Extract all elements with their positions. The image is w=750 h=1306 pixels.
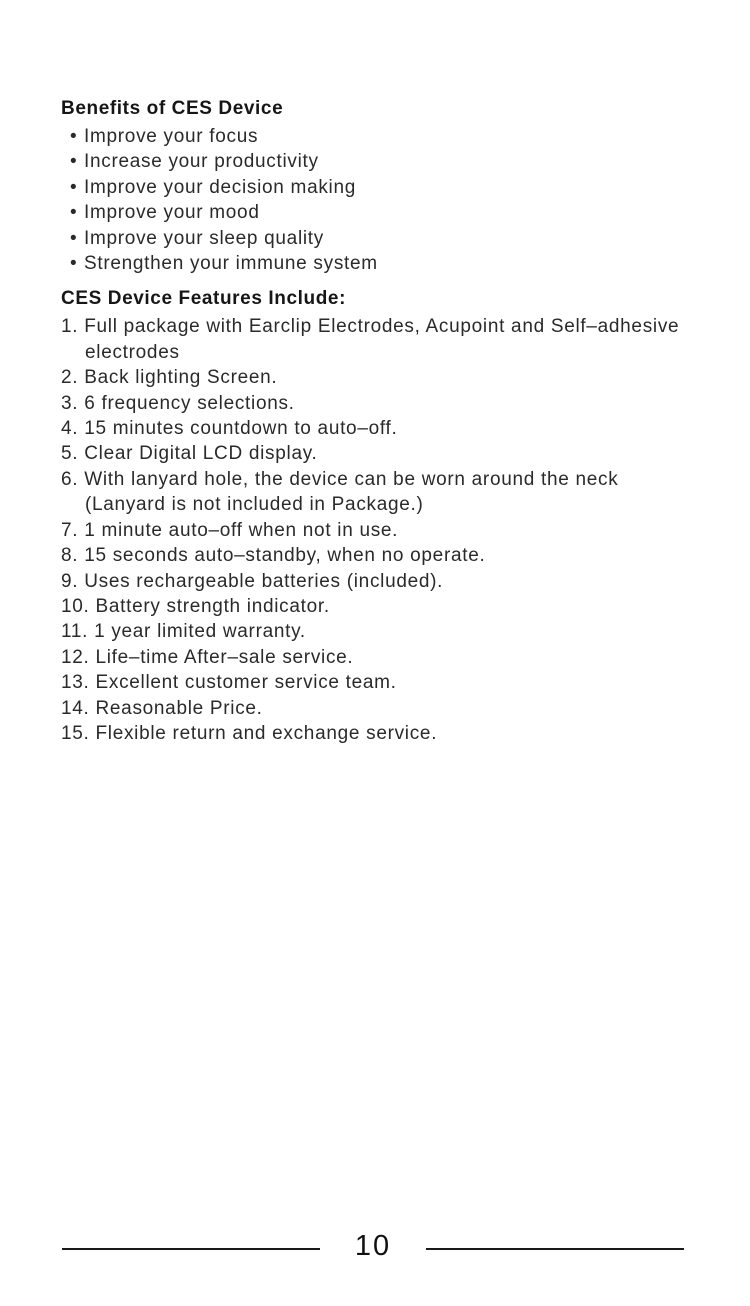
list-item: 10. Battery strength indicator. [61, 595, 330, 617]
document-page [61, 96, 701, 746]
list-item: 12. Life–time After–sale service. [61, 646, 354, 668]
list-item: 1. Full package with Earclip Electrodes, Acupoint and Self–adhesive electrodes [61, 316, 680, 363]
list-item: 3. 6 frequency selections. [61, 392, 295, 414]
list-item: 5. Clear Digital LCD display. [61, 443, 318, 465]
list-item: 2. Back lighting Screen. [61, 367, 278, 389]
list-item [61, 124, 701, 149]
page-footer [62, 1228, 684, 1272]
list-item [61, 175, 701, 200]
list-item: 7. 1 minute auto–off when not in use. [61, 519, 399, 541]
list-item: 14. Reasonable Price. [61, 697, 263, 719]
footer-divider-left [62, 1248, 320, 1250]
list-item [61, 200, 701, 225]
page-number: 10 [354, 1230, 392, 1262]
benefit-text: Improve your sleep quality [84, 227, 324, 249]
list-item [61, 251, 701, 276]
bullet-icon: • [70, 151, 78, 173]
bullet-icon: • [70, 126, 78, 147]
features-heading: CES Device Features Include: [61, 288, 347, 310]
benefits-heading: Benefits of CES Device [61, 98, 284, 119]
list-item: 9. Uses rechargeable batteries (included). [61, 570, 444, 592]
bullet-icon: • [70, 176, 78, 198]
list-item: 15. Flexible return and exchange service. [61, 722, 438, 744]
list-item: 8. 15 seconds auto–standby, when no operate. [61, 545, 486, 567]
benefit-text: Strengthen your immune system [84, 253, 378, 275]
benefits-list [61, 124, 701, 276]
bullet-icon: • [70, 253, 78, 275]
footer-divider-right [426, 1248, 684, 1250]
list-item: 13. Excellent customer service team. [61, 672, 397, 694]
list-item: 4. 15 minutes countdown to auto–off. [61, 418, 398, 440]
features-list [61, 314, 701, 746]
benefit-text: Improve your focus [84, 126, 259, 147]
bullet-icon: • [70, 202, 78, 224]
benefit-text: Increase your productivity [84, 151, 319, 173]
benefit-text: Improve your decision making [84, 176, 356, 198]
list-item: 6. With lanyard hole, the device can be worn around the neck (Lanyard is not included in Package.) [61, 468, 619, 516]
bullet-icon: • [70, 227, 78, 249]
list-item [61, 226, 701, 251]
benefit-text: Improve your mood [84, 202, 260, 224]
list-item: 11. 1 year limited warranty. [61, 621, 306, 643]
list-item [61, 149, 701, 174]
